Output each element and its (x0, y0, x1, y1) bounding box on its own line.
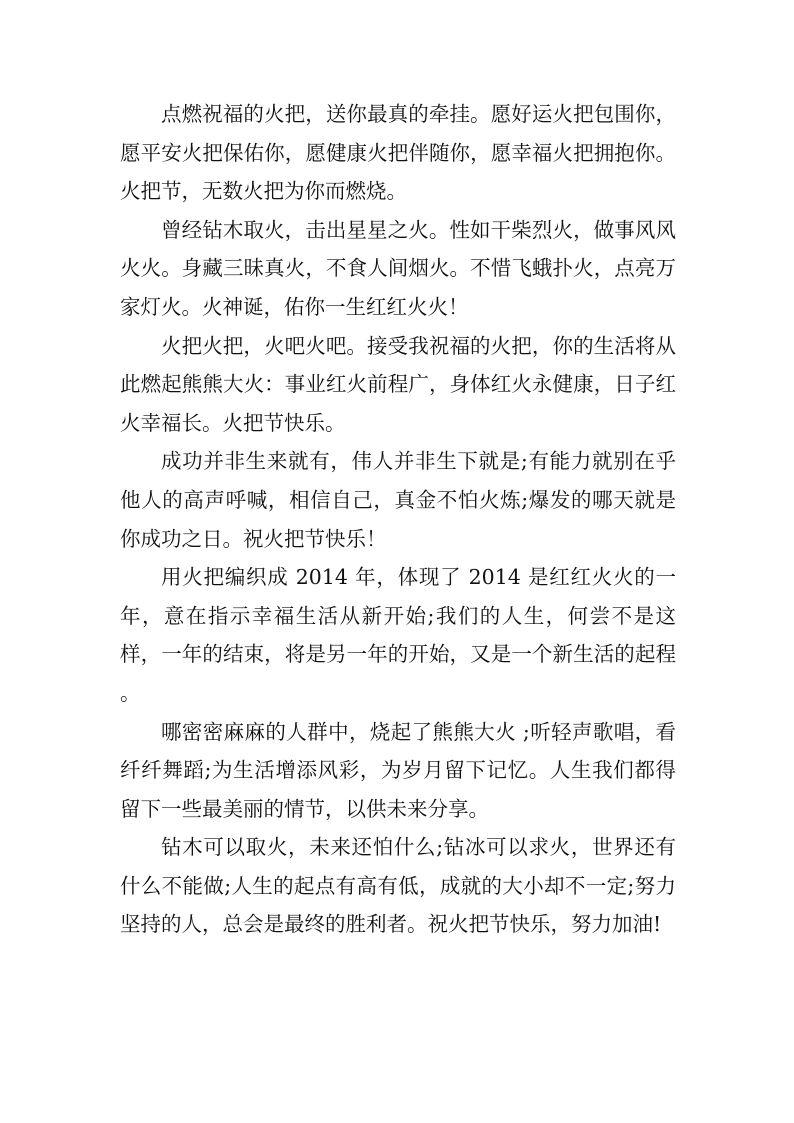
paragraph-7: 钻木可以取火，未来还怕什么;钻冰可以求火，世界还有什么不能做;人生的起点有高有低，成就的大小却不一定;努力坚持的人，总会是最终的胜利者。祝火把节快乐，努力加油! (120, 835, 676, 937)
paragraph-4: 成功并非生来就有，伟人并非生下就是;有能力就别在乎他人的高声呼喊，相信自己，真金不怕火炼;爆发的哪天就是你成功之日。祝火把节快乐！ (120, 449, 676, 551)
paragraph-3: 火把火把，火吧火吧。接受我祝福的火把，你的生活将从此燃起熊熊大火：事业红火前程广，身体红火永健康，日子红火幸福长。火把节快乐。 (120, 333, 676, 435)
paragraph-6: 哪密密麻麻的人群中，烧起了熊熊大火 ;听轻声歌唱，看纤纤舞蹈;为生活增添风彩，为岁月留下记忆。人生我们都得留下一些最美丽的情节，以供未来分享。 (120, 719, 676, 821)
paragraph-1: 点燃祝福的火把，送你最真的牵挂。愿好运火把包围你，愿平安火把保佑你，愿健康火把伴随你，愿幸福火把拥抱你。火把节，无数火把为你而燃烧。 (120, 102, 676, 204)
paragraph-5: 用火把编织成 2014 年，体现了 2014 是红红火火的一年，意在指示幸福生活从新开始;我们的人生，何尝不是这样，一年的结束，将是另一年的开始，又是一个新生活的起程 。 (120, 565, 676, 705)
document-body (120, 95, 676, 944)
paragraph-2: 曾经钻木取火，击出星星之火。性如干柴烈火，做事风风火火。身藏三昧真火，不食人间烟火。不惜飞蛾扑火，点亮万家灯火。火神诞，佑你一生红红火火！ (120, 217, 676, 319)
